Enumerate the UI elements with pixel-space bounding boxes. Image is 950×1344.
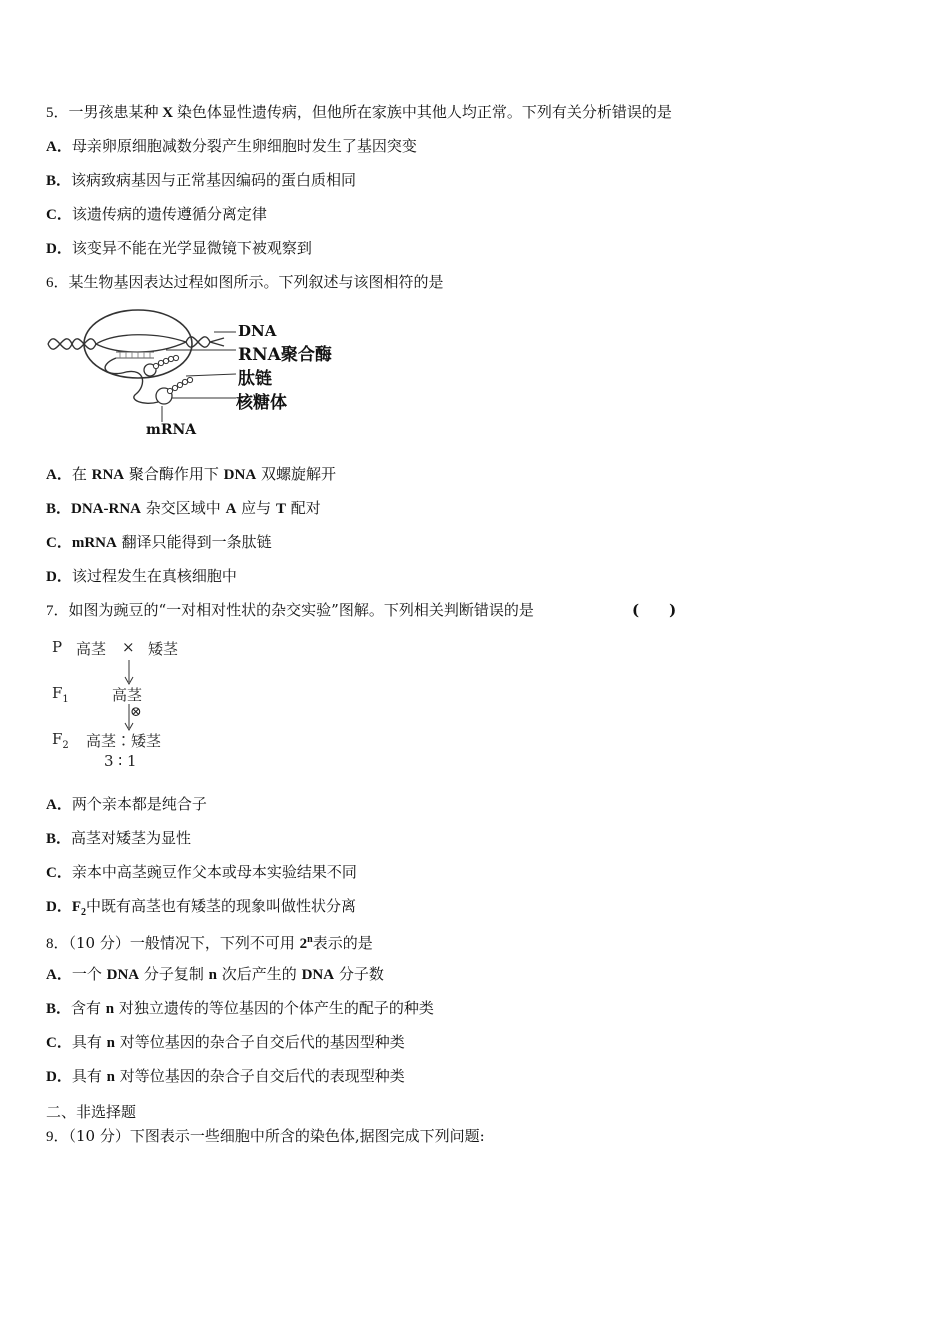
label-mrna: mRNA	[146, 422, 197, 438]
label-ribosome: 核糖体	[236, 393, 287, 413]
q7-option-b: B．高茎对矮茎为显性	[46, 829, 192, 847]
q8-option-b: B．含有 n 对独立遗传的等位基因的个体产生的配子的种类	[46, 999, 434, 1017]
arrow-down-icon	[124, 660, 134, 686]
section-heading: 二、非选择题	[46, 1103, 137, 1121]
gene-expression-figure	[46, 306, 336, 442]
q7-stem: 7．如图为豌豆的“一对相对性状的杂交实验”图解。下列相关判断错误的是	[46, 601, 534, 619]
cross-p-tall: 高茎	[76, 640, 107, 658]
dna-strand-2	[48, 339, 96, 349]
q6-option-c: C．mRNA 翻译只能得到一条肽链	[46, 533, 272, 551]
cross-p-label: P	[52, 638, 63, 656]
q6-option-d: D．该过程发生在真核细胞中	[46, 567, 237, 585]
cross-f2-phenotypes: 高茎∶矮茎	[86, 732, 162, 750]
q7-number: 7．	[46, 603, 69, 619]
q8-number: 8．	[46, 936, 69, 952]
q5-stem: 5．一男孩患某种 X 染色体显性遗传病，但他所在家族中其他人均正常。下列有关分析错误的是	[46, 103, 672, 121]
q9-number: 9．	[46, 1129, 69, 1145]
q6-option-a: A．在 RNA 聚合酶作用下 DNA 双螺旋解开	[46, 465, 336, 483]
q7-option-d: D．$F_2$中既有高茎也有矮茎的现象叫做性状分离	[46, 897, 357, 918]
cross-f1-label: $F_1$	[52, 684, 69, 705]
cross-f1-tall: 高茎	[112, 686, 143, 704]
q9-stem: 9．（10 分）下图表示一些细胞中所含的染色体,据图完成下列问题:	[46, 1127, 485, 1145]
cross-times: ×	[122, 638, 135, 656]
cross-f2-ratio: 3 ∶ 1	[104, 752, 137, 770]
q5-option-c: C．该遗传病的遗传遵循分离定律	[46, 205, 267, 223]
q8-option-a: A．一个 DNA 分子复制 n 次后产生的 DNA 分子数	[46, 965, 384, 983]
rna-polymerase-shape	[84, 310, 192, 378]
label-peptide: 肽链	[238, 369, 272, 389]
cross-p-short: 矮茎	[148, 640, 179, 658]
q8-option-c: C．具有 n 对等位基因的杂合子自交后代的基因型种类	[46, 1033, 405, 1051]
q7-option-a: A．两个亲本都是纯合子	[46, 795, 207, 813]
q5-number: 5．	[46, 105, 69, 121]
cross-f2-label: $F_2$	[52, 730, 69, 751]
q5-option-b: B．该病致病基因与正常基因编码的蛋白质相同	[46, 171, 357, 189]
q7-option-c: C．亲本中高茎豌豆作父本或母本实验结果不同	[46, 863, 357, 881]
selfing-icon: ⊗	[130, 704, 142, 720]
q5-option-a: A．母亲卵原细胞减数分裂产生卵细胞时发生了基因突变	[46, 137, 417, 155]
dna-strand-4	[186, 337, 210, 347]
label-rna-polymerase: RNA聚合酶	[238, 345, 332, 365]
q6-option-b: B．DNA-RNA 杂交区域中 A 应与 T 配对	[46, 499, 321, 517]
pea-cross-figure	[46, 636, 196, 776]
q6-stem: 6．某生物基因表达过程如图所示。下列叙述与该图相符的是	[46, 273, 444, 291]
q8-option-d: D．具有 n 对等位基因的杂合子自交后代的表现型种类	[46, 1067, 405, 1085]
q8-stem: 8．（10 分）一般情况下，下列不可用 2$^n$表示的是	[46, 934, 373, 952]
q6-number: 6．	[46, 275, 69, 291]
q5-option-d: D．该变异不能在光学显微镜下被观察到	[46, 239, 312, 257]
q7-answer-paren: ( )	[632, 601, 677, 619]
label-dna: DNA	[238, 322, 277, 340]
